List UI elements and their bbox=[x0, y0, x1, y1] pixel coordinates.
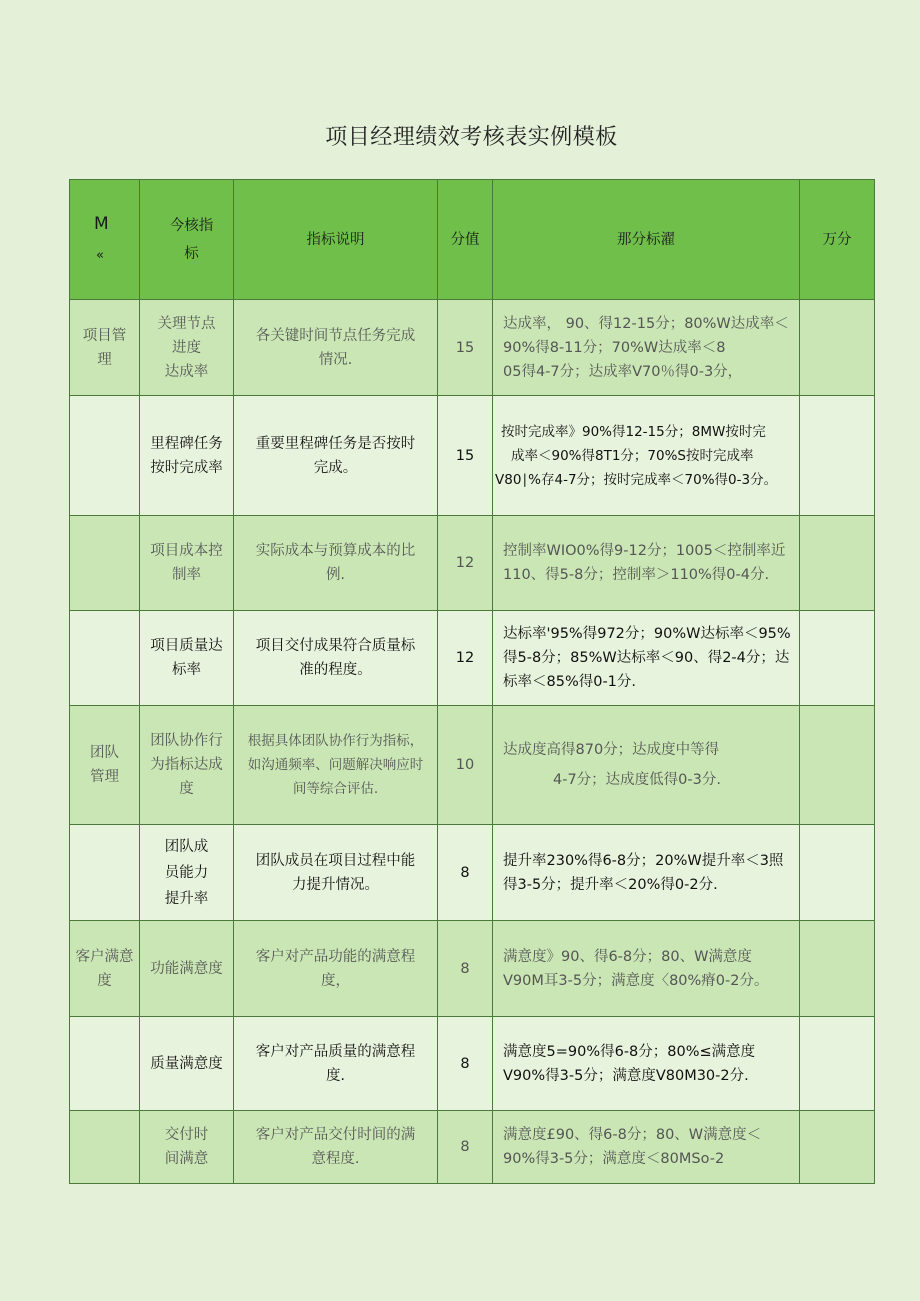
total-cell bbox=[800, 396, 875, 516]
total-cell bbox=[800, 516, 875, 611]
criteria-cell: 满意度£90、得6-8分；80、W满意度＜ 90%得3-5分；满意度＜80MSo-2 bbox=[493, 1111, 800, 1184]
indicator-cell: 交付时 间满意 bbox=[140, 1111, 234, 1184]
page-title: 项目经理绩效考核表实例模板 bbox=[325, 125, 618, 150]
total-cell bbox=[800, 825, 875, 921]
table-row bbox=[70, 1017, 875, 1111]
indicator-cell: 项目质量达 标率 bbox=[140, 611, 234, 706]
description-cell: 项目交付成果符合质量标 准的程度。 bbox=[234, 611, 438, 706]
criteria-cell: 满意度》90、得6-8分；80、W满意度 V90M耳3-5分；满意度〈80%瘠0-2分。 bbox=[493, 921, 800, 1017]
header-indicator-line1: 今核指 bbox=[169, 217, 214, 234]
score-cell: 10 bbox=[438, 706, 493, 825]
table-row bbox=[70, 516, 875, 611]
score-cell: 15 bbox=[438, 300, 493, 396]
category-cell bbox=[70, 1111, 140, 1184]
description-cell: 实际成本与预算成本的比 例. bbox=[234, 516, 438, 611]
category-cell bbox=[70, 516, 140, 611]
header-total: 万分 bbox=[800, 180, 875, 300]
indicator-cell: 关理节点 进度 达成率 bbox=[140, 300, 234, 396]
score-cell: 8 bbox=[438, 1111, 493, 1184]
total-cell bbox=[800, 300, 875, 396]
category-cell: 项目管 理 bbox=[70, 300, 140, 396]
criteria-cell: 达标率'95%得972分；90%W达标率＜95% 得5-8分；85%W达标率＜90、得2-4分；达 标率＜85%得0-1分. bbox=[493, 611, 800, 706]
header-category-top: M bbox=[94, 214, 109, 234]
table-row bbox=[70, 706, 875, 825]
header-description: 指标说明 bbox=[234, 180, 438, 300]
header-category-cell bbox=[70, 180, 140, 300]
criteria-cell: 达成度高得870分；达成度中等得 4-7分；达成度低得0-3分. bbox=[493, 706, 800, 825]
table-row bbox=[70, 611, 875, 706]
description-cell: 重要里程碑任务是否按时 完成。 bbox=[234, 396, 438, 516]
category-cell bbox=[70, 611, 140, 706]
table-row bbox=[70, 825, 875, 921]
description-cell: 客户对产品质量的满意程 度. bbox=[234, 1017, 438, 1111]
score-cell: 15 bbox=[438, 396, 493, 516]
total-cell bbox=[800, 706, 875, 825]
table-row bbox=[70, 921, 875, 1017]
score-cell: 12 bbox=[438, 611, 493, 706]
header-indicator-line2: 标 bbox=[184, 245, 199, 262]
table-row bbox=[70, 300, 875, 396]
table-row bbox=[70, 396, 875, 516]
category-cell bbox=[70, 396, 140, 516]
total-cell bbox=[800, 1111, 875, 1184]
description-cell: 根据具体团队协作行为指标， 如沟通频率、问题解决响应时 间等综合评估. bbox=[234, 706, 438, 825]
score-cell: 8 bbox=[438, 825, 493, 921]
description-cell: 团队成员在项目过程中能 力提升情况。 bbox=[234, 825, 438, 921]
description-cell: 各关键时间节点任务完成 情况. bbox=[234, 300, 438, 396]
description-cell: 客户对产品交付时间的满 意程度. bbox=[234, 1111, 438, 1184]
indicator-cell: 团队成 员能力 提升率 bbox=[140, 825, 234, 921]
indicator-cell: 里程碑任务 按时完成率 bbox=[140, 396, 234, 516]
indicator-cell: 项目成本控 制率 bbox=[140, 516, 234, 611]
indicator-cell: 团队协作行 为指标达成 度 bbox=[140, 706, 234, 825]
criteria-cell: 提升率230%得6-8分；20%W提升率＜3照 得3-5分；提升率＜20%得0-2分. bbox=[493, 825, 800, 921]
category-cell bbox=[70, 825, 140, 921]
table-header-row bbox=[70, 180, 875, 300]
score-cell: 8 bbox=[438, 921, 493, 1017]
description-cell: 客户对产品功能的满意程 度， bbox=[234, 921, 438, 1017]
indicator-cell: 质量满意度 bbox=[140, 1017, 234, 1111]
score-cell: 12 bbox=[438, 516, 493, 611]
indicator-cell: 功能满意度 bbox=[140, 921, 234, 1017]
header-category-bottom: « bbox=[96, 248, 104, 263]
criteria-cell: 按时完成率》90%得12-15分；8MW按时完 成率＜90%得8T1分；70%S按时完成率 V80∣%存4-7分；按时完成率＜70%得0-3分。 bbox=[493, 396, 800, 516]
category-cell: 客户满意 度 bbox=[70, 921, 140, 1017]
criteria-cell: 达成率， 90、得12-15分；80%W达成率＜ 90%得8-11分；70%W达成率＜8 05得4-7分；达成率V70％得0-3分， bbox=[493, 300, 800, 396]
total-cell bbox=[800, 921, 875, 1017]
header-criteria: 那分标濯 bbox=[493, 180, 800, 300]
header-score: 分值 bbox=[438, 180, 493, 300]
total-cell bbox=[800, 1017, 875, 1111]
criteria-cell: 控制率WIO0%得9-12分；1005＜控制率近 110、得5-8分；控制率＞110%得0-4分. bbox=[493, 516, 800, 611]
criteria-cell: 满意度5=90%得6-8分；80%≤满意度 V90%得3-5分；满意度V80M30-2分. bbox=[493, 1017, 800, 1111]
score-cell: 8 bbox=[438, 1017, 493, 1111]
category-cell bbox=[70, 1017, 140, 1111]
total-cell bbox=[800, 611, 875, 706]
header-indicator-cell bbox=[140, 180, 234, 300]
category-cell: 团队 管理 bbox=[70, 706, 140, 825]
table-row bbox=[70, 1111, 875, 1184]
assessment-table bbox=[69, 179, 875, 1184]
